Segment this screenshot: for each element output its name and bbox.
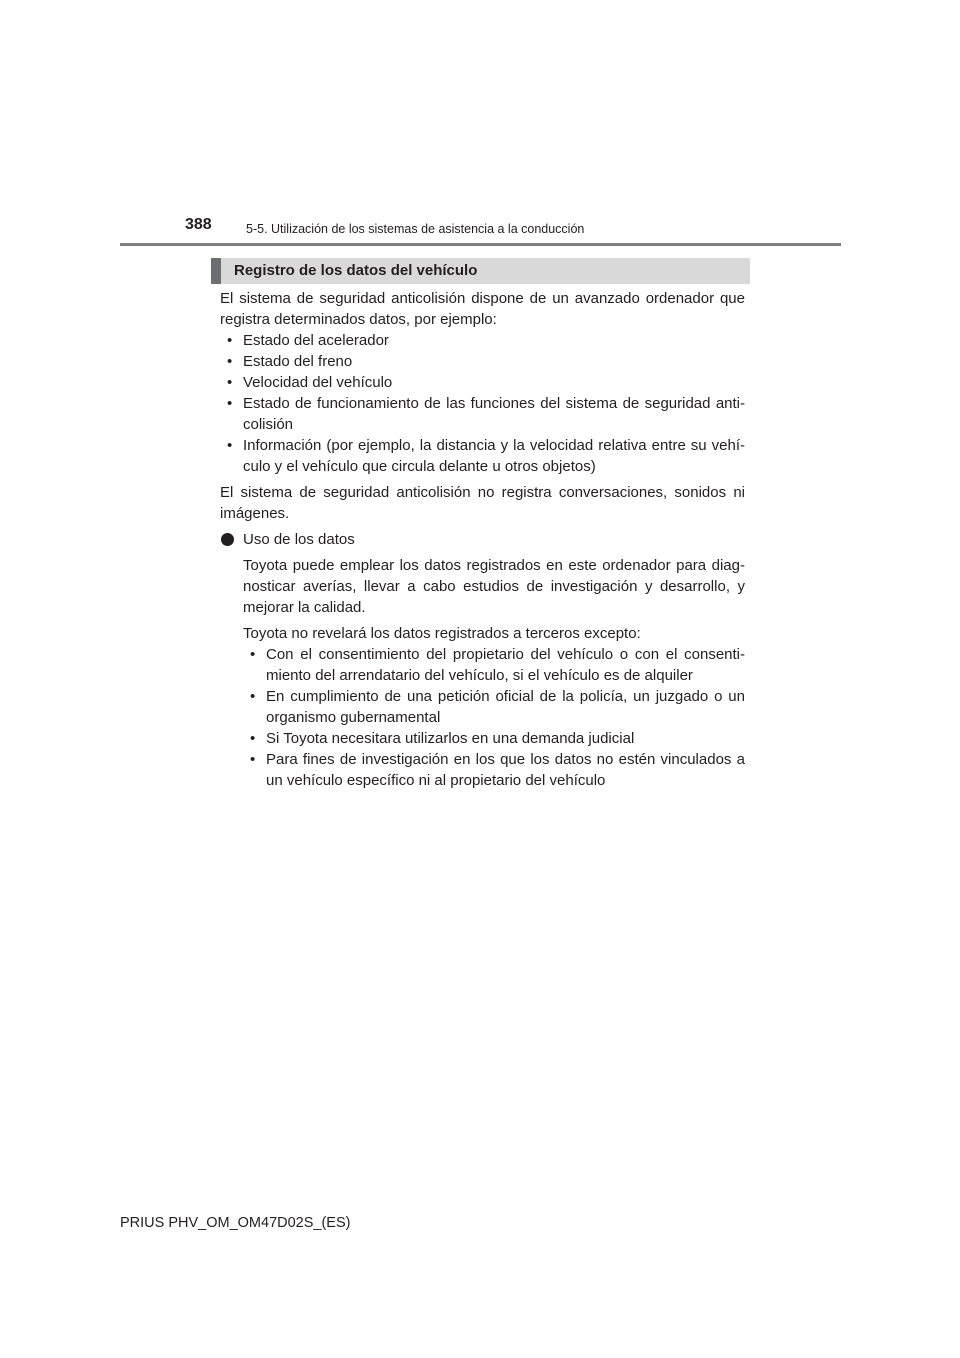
section-title: 5-5. Utilización de los sistemas de asistencia a la conducción [246, 222, 585, 236]
intro-paragraph: El sistema de seguridad anticolisión dispone de un avanzado ordenador que registra determinados datos, por ejemplo: [220, 290, 745, 328]
data-use-heading-label: Uso de los datos [243, 531, 355, 548]
data-use-paragraph: Toyota puede emplear los datos registrados en este ordenador para diag-nosticar averías, llevar a cabo estudios de investigación y desarrollo, y mejorar la calidad. [243, 557, 745, 616]
data-use-heading [220, 529, 745, 550]
not-recorded-paragraph: El sistema de seguridad anticolisión no registra conversaciones, sonidos ni imágenes. [220, 484, 745, 522]
list-item: • Información (por ejemplo, la distancia y la velocidad relativa entre su vehí-culo y el vehículo que circula delante u otros objetos) [220, 435, 745, 477]
section-body [220, 288, 745, 791]
recorded-items-list [220, 330, 745, 477]
list-item: • Velocidad del vehículo [220, 372, 745, 393]
header-divider [120, 243, 841, 246]
filled-circle-icon [221, 533, 234, 546]
data-use-body [220, 555, 745, 791]
list-item: • Si Toyota necesitara utilizarlos en una demanda judicial [243, 728, 745, 749]
disclosure-paragraph: Toyota no revelará los datos registrados a terceros excepto: [243, 625, 641, 642]
list-item: • Con el consentimiento del propietario del vehículo o con el consenti-miento del arrendatario del vehículo, si el vehículo es de alquiler [243, 644, 745, 686]
exceptions-list [243, 644, 745, 791]
section-heading: Registro de los datos del vehículo [234, 262, 478, 279]
list-item: • Estado del freno [220, 351, 745, 372]
page-number: 388 [185, 216, 212, 233]
list-item: • Estado del acelerador [220, 330, 745, 351]
list-item: • En cumplimiento de una petición oficial de la policía, un juzgado o un organismo gubernamental [243, 686, 745, 728]
list-item: • Para fines de investigación en los que los datos no estén vinculados a un vehículo específico ni al propietario del vehículo [243, 749, 745, 791]
manual-code: PRIUS PHV_OM_OM47D02S_(ES) [120, 1215, 351, 1231]
list-item: • Estado de funcionamiento de las funciones del sistema de seguridad anti-colisión [220, 393, 745, 435]
section-heading-bar [211, 258, 750, 284]
